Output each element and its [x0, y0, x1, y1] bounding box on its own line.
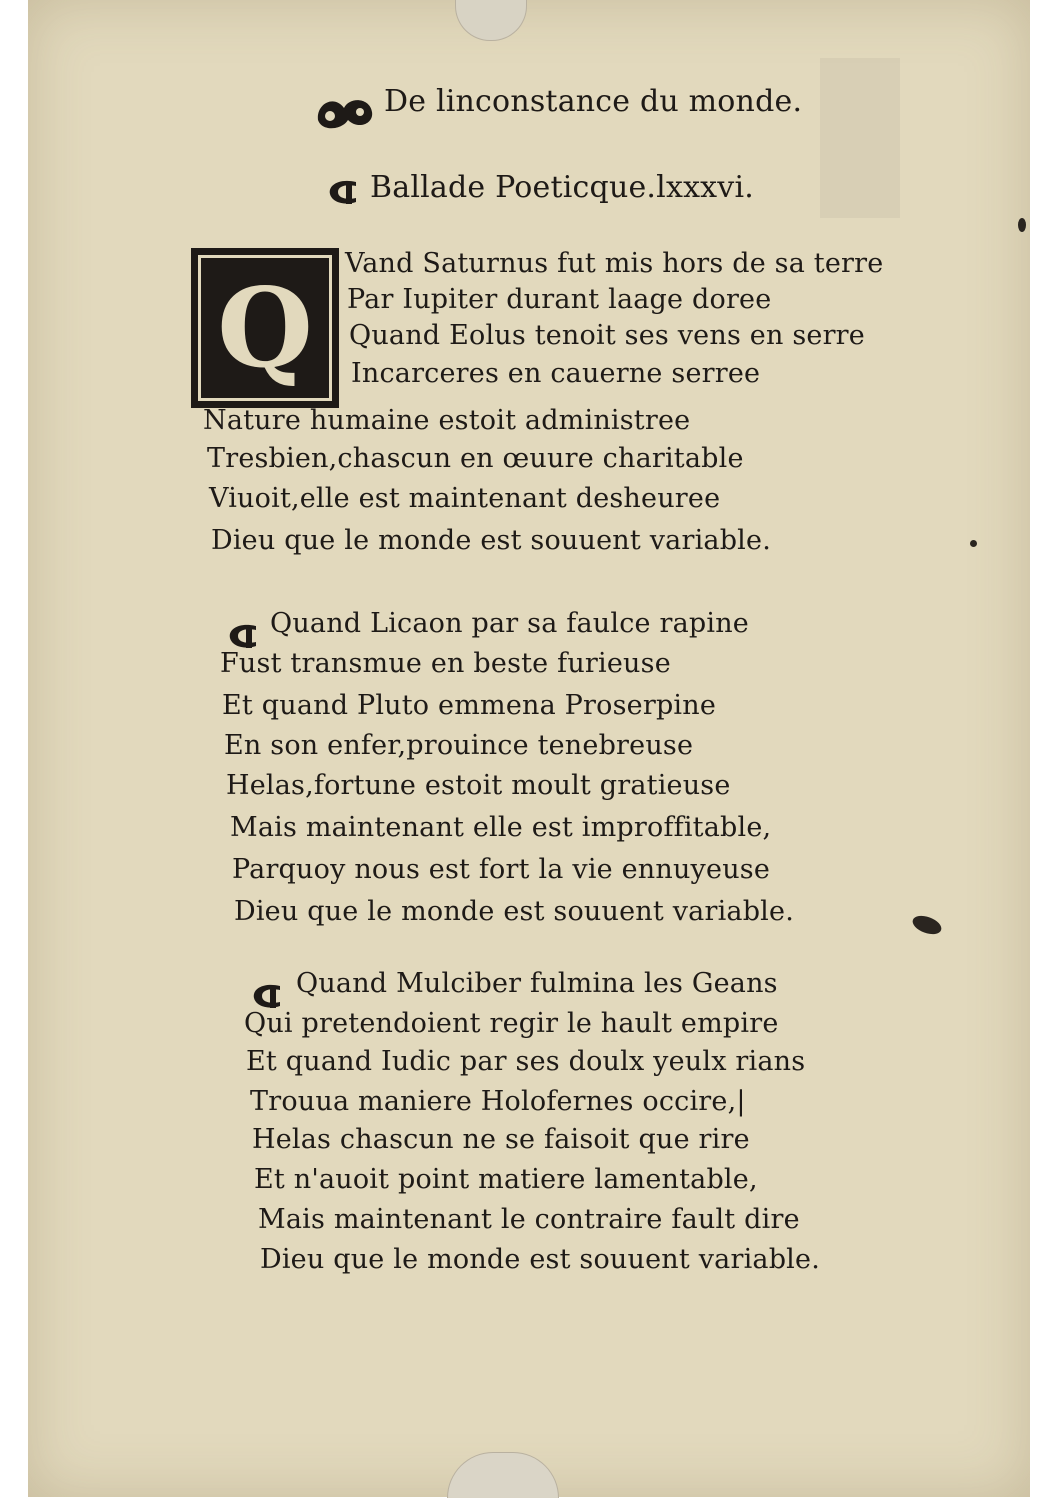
fleuron-icon — [314, 90, 376, 132]
verse-line: Qui pretendoient regir le hault empire — [244, 1008, 779, 1039]
dropcap-letter: Q — [198, 255, 332, 401]
verse-line: Et quand Pluto emmena Proserpine — [222, 690, 717, 721]
verse-line: En son enfer,prouince tenebreuse — [224, 730, 694, 761]
ink-speck — [970, 540, 977, 547]
verse-line: Et n'auoit point matiere lamentable, — [254, 1164, 758, 1195]
verse-line: Quand Eolus tenoit ses vens en serre — [349, 320, 865, 351]
pilcrow-icon — [250, 982, 286, 1010]
verse-line: Nature humaine estoit administree — [203, 405, 691, 436]
verse-line: Vand Saturnus fut mis hors de sa terre — [345, 248, 884, 279]
verse-line: Et quand Iudic par ses doulx yeulx rians — [246, 1046, 806, 1077]
verse-line: Helas,fortune estoit moult gratieuse — [226, 770, 731, 801]
verse-line: Helas chascun ne se faisoit que rire — [252, 1124, 750, 1155]
pilcrow-icon — [326, 178, 362, 206]
verse-line: Trouua maniere Holofernes occire,| — [250, 1086, 746, 1117]
verse-line: Incarceres en cauerne serree — [351, 358, 761, 389]
verse-line: Viuoit,elle est maintenant desheuree — [209, 483, 721, 514]
ballade-heading: Ballade Poeticque.lxxxvi. — [370, 170, 754, 205]
ink-speck — [1018, 218, 1026, 232]
verse-line: Dieu que le monde est souuent variable. — [260, 1244, 820, 1275]
verse-line: Par Iupiter durant laage doree — [347, 284, 772, 315]
decorated-initial — [191, 248, 339, 408]
verse-line: Fust transmue en beste furieuse — [220, 648, 671, 679]
show-through-area — [820, 58, 900, 218]
verse-line: Quand Mulciber fulmina les Geans — [296, 968, 778, 999]
verse-line: Mais maintenant le contraire fault dire — [258, 1204, 800, 1235]
pilcrow-icon — [226, 622, 262, 650]
verse-line: Tresbien,chascun en œuure charitable — [207, 443, 744, 474]
verse-line: Quand Licaon par sa faulce rapine — [270, 608, 749, 639]
verse-line: Parquoy nous est fort la vie ennuyeuse — [232, 854, 771, 885]
verse-line: Mais maintenant elle est improffitable, — [230, 812, 772, 843]
page-title: De linconstance du monde. — [384, 84, 803, 119]
verse-line: Dieu que le monde est souuent variable. — [211, 525, 771, 556]
verse-line: Dieu que le monde est souuent variable. — [234, 896, 794, 927]
